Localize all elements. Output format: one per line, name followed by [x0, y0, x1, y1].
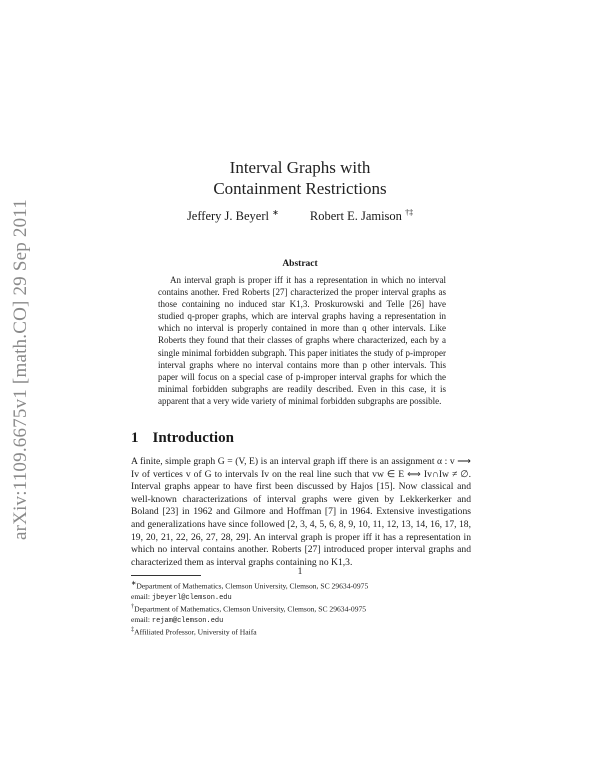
author-2-marks: †‡ [405, 208, 414, 217]
footnote-2-mark: † [131, 603, 135, 610]
footnote-2-text: Department of Mathematics, Clemson University, Clemson, SC 29634-0975 [134, 604, 367, 614]
footnote-3 [131, 625, 471, 638]
arxiv-stamp: arXiv:1109.6675v1 [math.CO] 29 Sep 2011 [10, 199, 31, 540]
author-1-marks: ∗ [272, 208, 279, 217]
footnote-1-text: Department of Mathematics, Clemson University, Clemson, SC 29634-0975 [136, 581, 369, 591]
author-2-name: Robert E. Jamison [309, 209, 402, 224]
abstract-heading: Abstract [282, 259, 318, 269]
section-number: 1 [131, 430, 139, 446]
footnote-1-email[interactable]: jbeyerl@clemson.edu [151, 593, 232, 602]
author-1-name: Jeffery J. Beyerl [186, 209, 269, 224]
footnote-1-mark: ∗ [131, 580, 137, 587]
section-title: Introduction [152, 430, 234, 446]
paper-title-line-2: Containment Restrictions [213, 179, 387, 198]
footnote-2-email[interactable]: rejam@clemson.edu [151, 616, 224, 625]
footnote-1 [131, 579, 471, 603]
page-number: 1 [297, 567, 303, 577]
abstract-text: An interval graph is proper iff it has a representation in which no interval contains another. Fred Roberts [27] characterized the proper interval graphs as those containing no induced star K1,3. Proskurowski and Telle [26] have studied q-proper graphs, which are interval graphs having a representation in which no interval is properly contained in more than q other intervals. Like Roberts they found that their classes of graphs where characterized, each by a single minimal forbidden subgraph. This paper initiates the study of p-improper interval graphs where no interval contains more than p other intervals. This paper will focus on a special case of p-improper interval graphs for which the minimal forbidden subgraphs are readily described. Even in this case, it is apparent that a very wide variety of minimal forbidden subgraphs are possible. [158, 275, 446, 406]
footnote-1-email-label: email: [131, 591, 150, 601]
footnote-2-email-label: email: [131, 614, 150, 624]
footnote-3-text: Affiliated Professor, University of Haifa [134, 627, 257, 637]
footnote-2 [131, 602, 471, 626]
introduction-paragraph: A finite, simple graph G = (V, E) is an interval graph iff there is an assignment α : v ⟶ Iv of vertices v of G to intervals Iv on the real line such that vw ∈ E ⟺ Iv∩Iw ≠ ∅. Interval graphs appear to have first been discussed by Hajos [15]. Now classical and well-known characterizations of interval graphs were given by Lekkerkerker and Boland [23] in 1962 and Gilmore and Hoffman [7] in 1964. Extensive investigations and generalizations have since followed [2, 3, 4, 5, 6, 8, 9, 10, 11, 12, 13, 14, 16, 17, 18, 19, 20, 21, 22, 26, 27, 28, 29]. An interval graph is proper iff it has a representation in which no interval contains another. Roberts [27] introduced proper interval graphs and characterized them as interval graphs containing no K1,3. [131, 456, 471, 568]
section-heading [131, 430, 234, 447]
author-1 [187, 209, 279, 223]
author-list [0, 208, 600, 224]
paper-title-line-1: Interval Graphs with [229, 158, 371, 177]
author-2 [310, 209, 413, 223]
footnote-3-mark: ‡ [131, 626, 135, 633]
